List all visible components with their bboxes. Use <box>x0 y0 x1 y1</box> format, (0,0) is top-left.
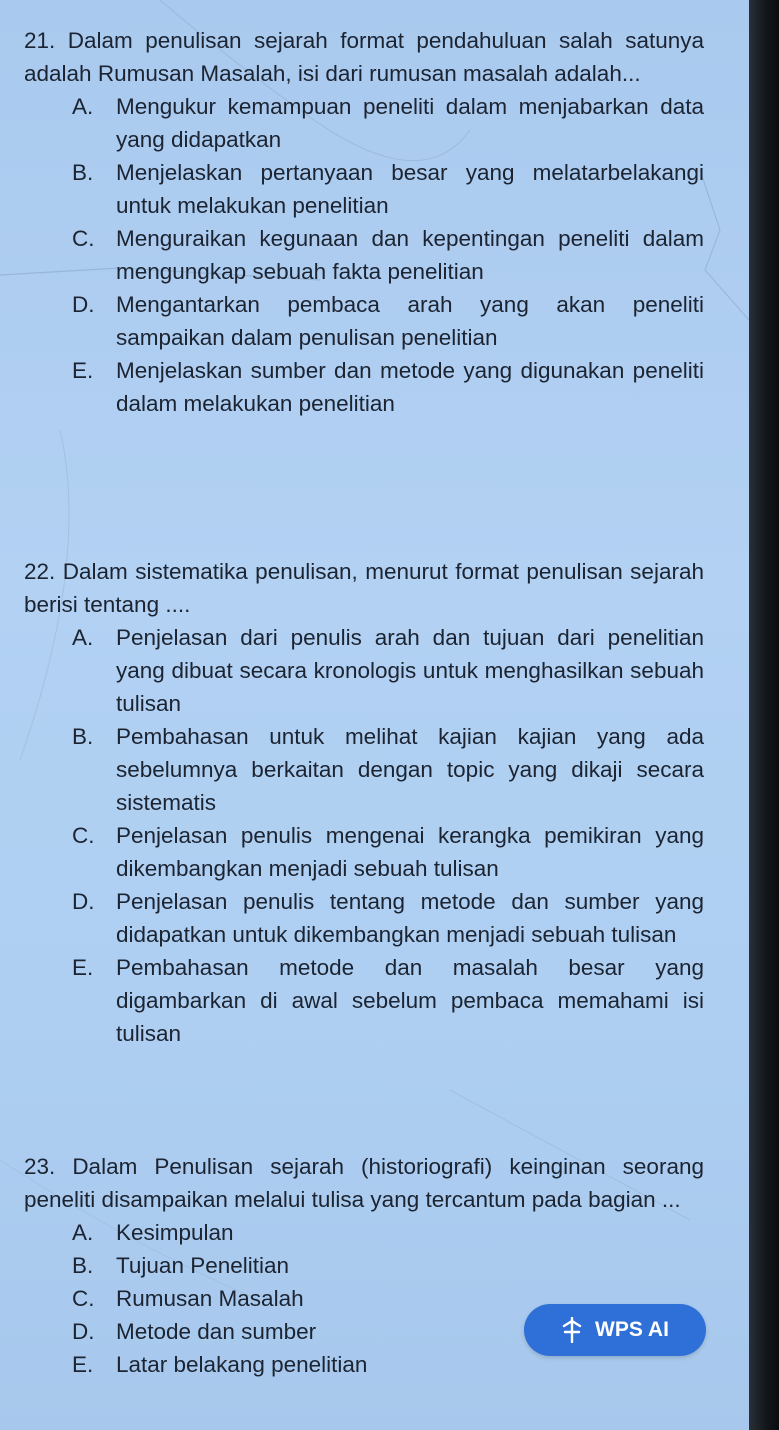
question-21 <box>24 24 704 420</box>
option-text: Latar belakang penelitian <box>116 1352 368 1377</box>
question-number: 23. <box>24 1154 56 1179</box>
wps-ai-button[interactable] <box>524 1304 706 1356</box>
option-letter: A. <box>72 1220 94 1245</box>
option-letter: A. <box>72 94 94 119</box>
option-letter: E. <box>72 955 94 980</box>
option-letter: E. <box>72 358 94 383</box>
option-letter: B. <box>72 160 94 185</box>
option-letter: C. <box>72 823 95 848</box>
option-b[interactable] <box>24 720 704 819</box>
option-letter: A. <box>72 625 94 650</box>
option-text: Penjelasan penulis mengenai kerangka pemikiran yang dikembangkan menjadi sebuah tulisan <box>116 823 704 881</box>
option-text: Penjelasan dari penulis arah dan tujuan dari penelitian yang dibuat secara kronologis untuk menghasilkan sebuah tulisan <box>116 625 704 716</box>
option-text: Mengukur kemampuan peneliti dalam menjabarkan data yang didapatkan <box>116 94 704 152</box>
option-text: Menjelaskan pertanyaan besar yang melatarbelakangi untuk melakukan penelitian <box>116 160 704 218</box>
option-text: Metode dan sumber <box>116 1319 317 1344</box>
option-text: Rumusan Masalah <box>116 1286 304 1311</box>
wps-ai-label: WPS AI <box>595 1318 669 1341</box>
question-text: Dalam Penulisan sejarah (historiografi) keinginan seorang peneliti disampaikan melalui tulisa yang tercantum pada bagian ... <box>24 1154 704 1212</box>
option-text: Pembahasan untuk melihat kajian kajian yang ada sebelumnya berkaitan dengan topic yang dikaji secara sistematis <box>116 724 704 815</box>
option-text: Menguraikan kegunaan dan kepentingan peneliti dalam mengungkap sebuah fakta penelitian <box>116 226 704 284</box>
option-letter: C. <box>72 1286 95 1311</box>
option-c[interactable] <box>24 819 704 885</box>
option-a[interactable] <box>24 1216 704 1249</box>
option-text: Menjelaskan sumber dan metode yang digunakan peneliti dalam melakukan penelitian <box>116 358 704 416</box>
option-a[interactable] <box>24 90 704 156</box>
option-a[interactable] <box>24 621 704 720</box>
question-stem <box>24 1150 704 1216</box>
option-e[interactable] <box>24 354 704 420</box>
option-text: Tujuan Penelitian <box>116 1253 290 1278</box>
option-d[interactable] <box>24 885 704 951</box>
option-text: Kesimpulan <box>116 1220 234 1245</box>
option-letter: E. <box>72 1352 94 1377</box>
wps-ai-icon <box>561 1317 583 1343</box>
option-c[interactable] <box>24 222 704 288</box>
option-b[interactable] <box>24 1249 704 1282</box>
option-letter: D. <box>72 292 95 317</box>
option-text: Penjelasan penulis tentang metode dan sumber yang didapatkan untuk dikembangkan menjadi sebuah tulisan <box>116 889 704 947</box>
option-letter: C. <box>72 226 95 251</box>
dark-page-edge <box>749 0 779 1430</box>
option-letter: B. <box>72 1253 94 1278</box>
option-letter: B. <box>72 724 94 749</box>
option-text: Mengantarkan pembaca arah yang akan peneliti sampaikan dalam penulisan penelitian <box>116 292 704 350</box>
option-letter: D. <box>72 889 95 914</box>
option-text: Pembahasan metode dan masalah besar yang digambarkan di awal sebelum pembaca memahami isi tulisan <box>116 955 704 1046</box>
question-text: Dalam penulisan sejarah format pendahuluan salah satunya adalah Rumusan Masalah, isi dari rumusan masalah adalah... <box>24 28 704 86</box>
option-letter: D. <box>72 1319 95 1344</box>
question-22 <box>24 555 704 1050</box>
option-e[interactable] <box>24 951 704 1050</box>
option-b[interactable] <box>24 156 704 222</box>
question-text: Dalam sistematika penulisan, menurut format penulisan sejarah berisi tentang .... <box>24 559 704 617</box>
question-stem <box>24 555 704 621</box>
question-number: 22. <box>24 559 56 584</box>
question-stem <box>24 24 704 90</box>
question-number: 21. <box>24 28 56 53</box>
option-d[interactable] <box>24 288 704 354</box>
